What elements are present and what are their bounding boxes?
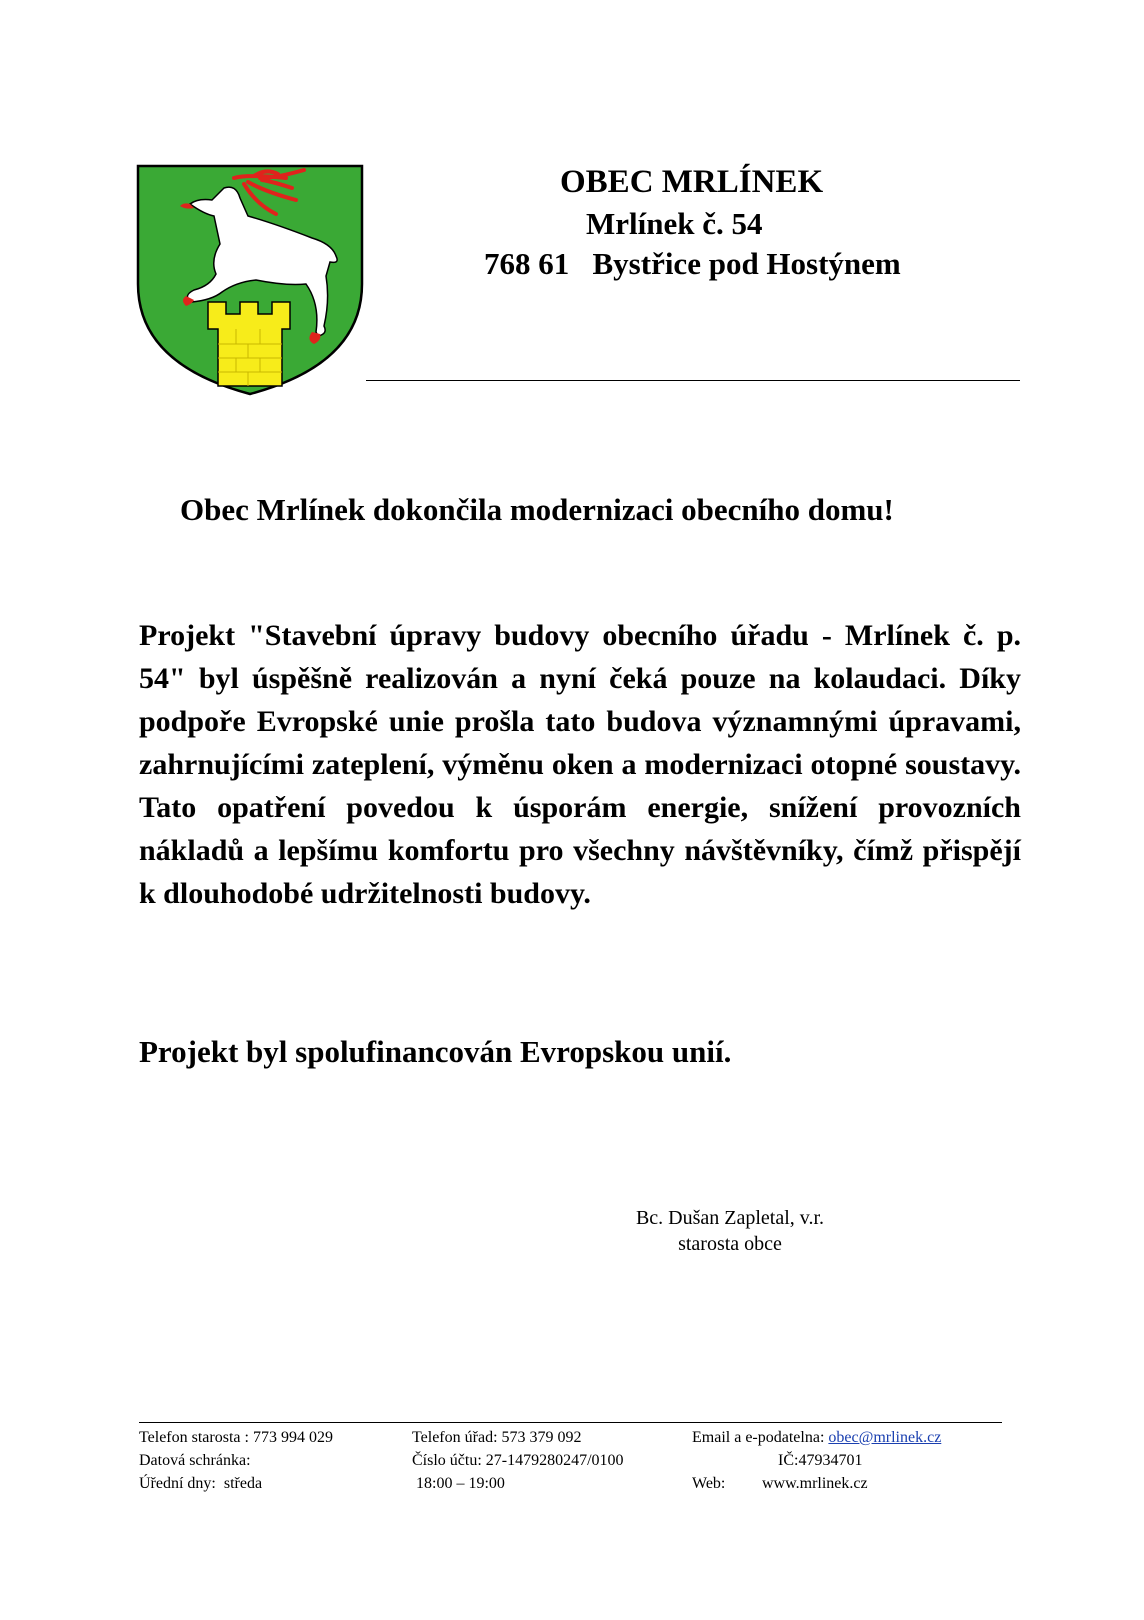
footer-phone-office: Telefon úřad: 573 379 092 (412, 1429, 582, 1446)
footer-ic (692, 1449, 941, 1472)
footer-column-office (412, 1426, 624, 1495)
footer-ic-value: IČ:47934701 (778, 1452, 863, 1469)
footer-column-contact (139, 1426, 333, 1495)
signatory-role: starosta obce (678, 1233, 782, 1255)
footer-web-label: Web: (692, 1475, 726, 1492)
web-link[interactable]: www.mrlinek.cz (762, 1475, 868, 1492)
footer-data-box: Datová schránka: (139, 1452, 251, 1469)
footer-account-number: Číslo účtu: 27-1479280247/0100 (412, 1452, 624, 1469)
footer-divider (139, 1422, 1002, 1423)
footer-email-row (692, 1426, 941, 1449)
coat-of-arms-icon (136, 164, 364, 396)
footer-office-hours: 18:00 – 19:00 (412, 1475, 505, 1492)
address-line-2: 768 61 Bystřice pod Hostýnem (484, 246, 901, 281)
address-line-1: Mrlínek č. 54 (586, 206, 763, 241)
footer-office-days: Úřední dny: středa (139, 1475, 263, 1492)
footer-web-row (692, 1472, 941, 1495)
funding-note: Projekt byl spolufinancován Evropskou unií. (139, 1034, 732, 1069)
org-name: OBEC MRLÍNEK (560, 164, 824, 200)
footer-phone-mayor: Telefon starosta : 773 994 029 (139, 1429, 333, 1446)
footer-column-online (692, 1426, 941, 1495)
headline: Obec Mrlínek dokončila modernizaci obecního domu! (180, 492, 894, 527)
signatory-name: Bc. Dušan Zapletal, v.r. (635, 1207, 825, 1229)
header-divider (366, 380, 1020, 381)
footer-email-label: Email a e-podatelna: (692, 1429, 829, 1446)
tower-icon (208, 302, 290, 386)
body-paragraph: Projekt "Stavební úpravy budovy obecního úřadu - Mrlínek č. p. 54" byl úspěšně realizován a nyní čeká pouze na kolaudaci. Díky podpoře Evropské unie prošla tato budova významnými úpravami, zahrnujícími zateplení, výměnu oken a modernizaci otopné soustavy. Tato opatření povedou k úsporám energie, snížení provozních nákladů a lepšímu komfortu pro všechny návštěvníky, čímž přispějí k dlouhodobé udržitelnosti budovy. (139, 619, 1021, 910)
email-link[interactable]: obec@mrlinek.cz (828, 1429, 942, 1446)
signature-block (600, 1205, 860, 1257)
